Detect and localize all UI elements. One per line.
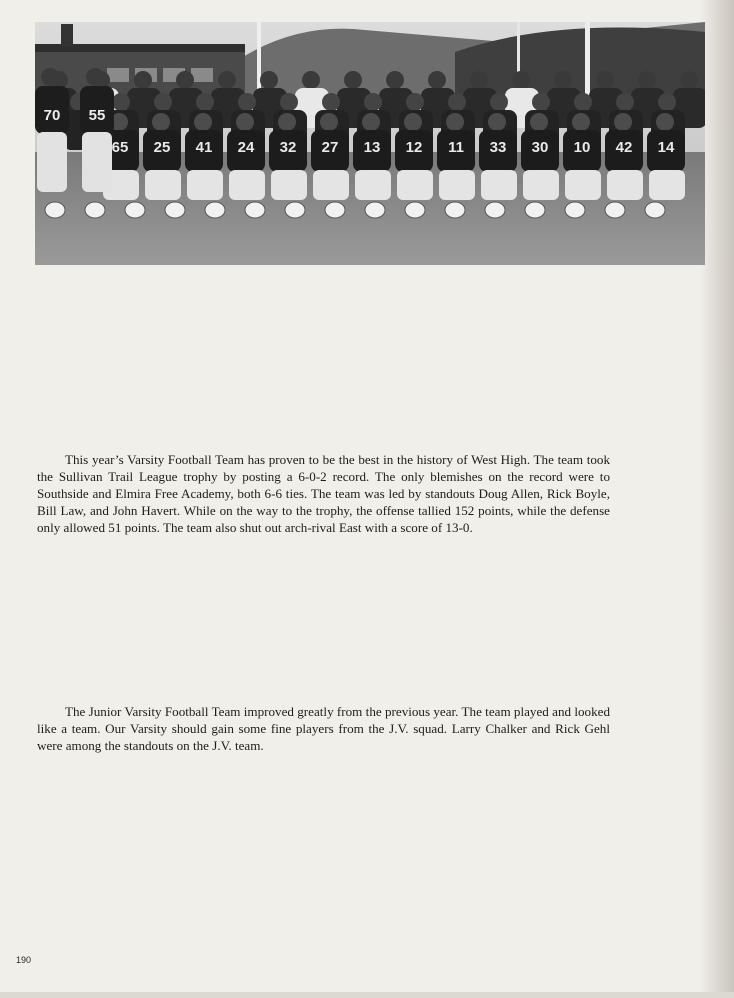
team-photo-illustration (35, 22, 705, 265)
jersey-number: 55 (88, 107, 106, 124)
helmet (45, 202, 65, 218)
back-row-head (134, 71, 152, 89)
helmet (245, 202, 265, 218)
middle-row-head (322, 93, 340, 111)
helmet (525, 202, 545, 218)
helmet (605, 202, 625, 218)
middle-row-head (406, 93, 424, 111)
helmet (645, 202, 665, 218)
back-row-head (554, 71, 572, 89)
helmet (285, 202, 305, 218)
helmet (205, 202, 225, 218)
back-row-head (260, 71, 278, 89)
back-row-head (344, 71, 362, 89)
page-number: 190 (16, 955, 32, 965)
jersey-number: 27 (321, 139, 339, 156)
helmet (125, 202, 145, 218)
jersey-number: 33 (489, 139, 507, 156)
back-row-head (512, 71, 530, 89)
middle-row-head (490, 93, 508, 111)
middle-row-head (112, 93, 130, 111)
page-edge-shadow (700, 0, 734, 998)
back-row-head (470, 71, 488, 89)
helmet (445, 202, 465, 218)
jersey-number: 41 (195, 139, 213, 156)
helmet (565, 202, 585, 218)
middle-row-head (448, 93, 466, 111)
standing-player (80, 68, 114, 192)
standing-player (35, 68, 69, 192)
jersey-number: 11 (448, 139, 464, 156)
middle-row-head (658, 93, 676, 111)
helmet (165, 202, 185, 218)
junior-varsity-paragraph: The Junior Varsity Football Team improved greatly from the previous year. The team played and looked like a team. Our Varsity should gain some fine players from the J.V. squad. Larry Chalker and Rick Gehl were among the standouts on the J.V. team. (37, 704, 610, 753)
middle-row-head (154, 93, 172, 111)
back-row-head (176, 71, 194, 89)
middle-row-head (280, 93, 298, 111)
jersey-number: 14 (657, 139, 675, 156)
jersey-number: 13 (363, 139, 381, 156)
helmet (325, 202, 345, 218)
middle-row-head (364, 93, 382, 111)
helmet (485, 202, 505, 218)
back-row-head (218, 71, 236, 89)
jersey-number: 25 (153, 139, 171, 156)
page-bottom-edge (0, 992, 734, 998)
jersey-number: 42 (615, 139, 633, 156)
jersey-number: 24 (237, 139, 255, 156)
middle-row-head (574, 93, 592, 111)
jersey-number: 65 (111, 139, 129, 156)
helmet (85, 202, 105, 218)
middle-row-head (196, 93, 214, 111)
jersey-number: 32 (279, 139, 297, 156)
jersey-number: 12 (405, 139, 423, 156)
varsity-paragraph: This year’s Varsity Football Team has proven to be the best in the history of West High. The team took the Sullivan Trail League trophy by posting a 6-0-2 record. The only blemishes on the record were to Southside and Elmira Free Academy, both 6-6 ties. The team was led by standouts Doug Allen, Rick Boyle, Bill Law, and John Havert. While on the way to the trophy, the offense tallied 152 points, while the defense only allowed 51 points. The team also shut out arch-rival East with a score of 13-0. (37, 452, 610, 535)
jersey-number: 10 (573, 139, 591, 156)
middle-row-head (532, 93, 550, 111)
team-photo (35, 22, 705, 265)
helmet (365, 202, 385, 218)
helmet (405, 202, 425, 218)
back-row-head (680, 71, 698, 89)
jersey-number: 30 (531, 139, 549, 156)
back-row-head (428, 71, 446, 89)
back-row-head (638, 71, 656, 89)
back-row-head (596, 71, 614, 89)
middle-row-head (616, 93, 634, 111)
back-row-head (302, 71, 320, 89)
back-row-head (386, 71, 404, 89)
middle-row-head (238, 93, 256, 111)
jersey-number: 70 (43, 107, 61, 124)
